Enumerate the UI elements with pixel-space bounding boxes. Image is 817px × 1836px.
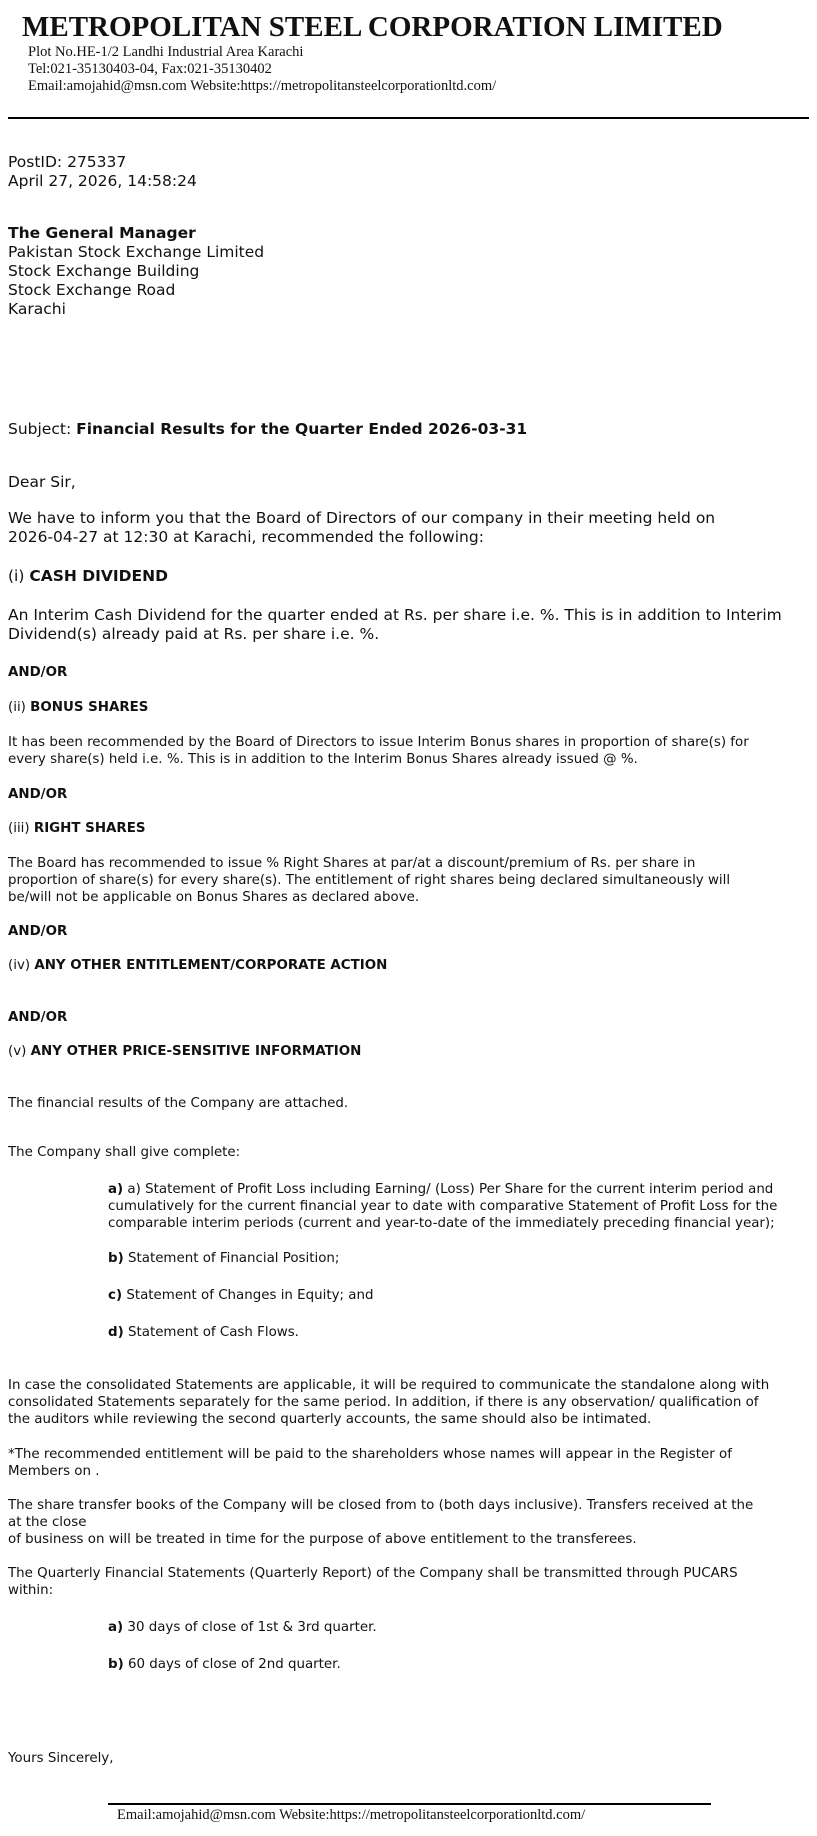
other-entitlement-num: (iv) — [8, 958, 31, 973]
give-complete: The Company shall give complete: — [8, 1145, 241, 1160]
and-or-2: AND/OR — [8, 787, 68, 802]
bonus-shares-num: (ii) — [8, 700, 26, 715]
statement-c-label: c) — [108, 1288, 123, 1303]
cash-dividend-line-2: Dividend(s) already paid at Rs. per share i.e. %. — [8, 625, 380, 643]
cash-dividend-title: CASH DIVIDEND — [29, 567, 168, 585]
letterhead — [22, 10, 802, 95]
company-email-website: Email:amojahid@msn.com Website:https://metropolitansteelcorporationltd.com/ — [28, 78, 497, 94]
statement-a-line-2: cumulatively for the current financial year to date with comparative Statement of Profit Loss for the — [108, 1199, 778, 1214]
consolidated-line-3: the auditors while reviewing the second quarterly accounts, the same should also be intimated. — [8, 1412, 652, 1427]
post-id: PostID: 275337 — [8, 153, 127, 171]
recipient-line-1: Pakistan Stock Exchange Limited — [8, 243, 265, 261]
other-entitlement-heading — [8, 957, 798, 974]
closing: Yours Sincerely, — [8, 1751, 114, 1766]
price-sensitive-num: (v) — [8, 1044, 27, 1059]
right-shares-num: (iii) — [8, 821, 30, 836]
right-shares-line-2: proportion of share(s) for every share(s). The entitlement of right shares being declared simultaneously will — [8, 873, 731, 888]
intro-line-2: 2026-04-27 at 12:30 at Karachi, recommended the following: — [8, 528, 484, 546]
post-datetime: April 27, 2026, 14:58:24 — [8, 172, 197, 190]
bonus-shares-line-2: every share(s) held i.e. %. This is in addition to the Interim Bonus Shares already issued @ %. — [8, 752, 638, 767]
recipient-title: The General Manager — [8, 224, 196, 242]
and-or-4: AND/OR — [8, 1010, 68, 1025]
intro-line-1: We have to inform you that the Board of Directors of our company in their meeting held on — [8, 509, 716, 527]
statement-item-a — [108, 1181, 793, 1232]
pucars-line-2: within: — [8, 1583, 54, 1598]
recipient-line-4: Karachi — [8, 300, 66, 318]
statement-a-line-1: a) Statement of Profit Loss including Earning/ (Loss) Per Share for the current interim period and — [127, 1182, 774, 1197]
transfer-line-2: at the close — [8, 1515, 87, 1530]
cash-dividend-heading — [8, 567, 798, 586]
statement-item-b — [108, 1250, 793, 1267]
bonus-shares-heading — [8, 699, 798, 716]
statement-item-d — [108, 1324, 793, 1341]
statement-d-label: d) — [108, 1325, 124, 1340]
deadline-b-label: b) — [108, 1657, 124, 1672]
cash-dividend-num: (i) — [8, 567, 25, 585]
subject-line — [8, 420, 798, 439]
salutation: Dear Sir, — [8, 473, 76, 491]
company-name: METROPOLITAN STEEL CORPORATION LIMITED — [22, 11, 723, 43]
entitlement-line-2: Members on . — [8, 1464, 100, 1479]
footer-contact: Email:amojahid@msn.com Website:https://metropolitansteelcorporationltd.com/ — [117, 1807, 586, 1823]
and-or-1: AND/OR — [8, 665, 68, 680]
deadline-b-text: 60 days of close of 2nd quarter. — [127, 1657, 341, 1672]
statement-d-text: Statement of Cash Flows. — [127, 1325, 299, 1340]
statement-b-label: b) — [108, 1251, 124, 1266]
deadline-item-a — [108, 1619, 793, 1636]
subject-text: Financial Results for the Quarter Ended 2026-03-31 — [76, 420, 528, 438]
statement-c-text: Statement of Changes in Equity; and — [126, 1288, 374, 1303]
transfer-line-1: The share transfer books of the Company will be closed from to (both days inclusive). Transfers received at the — [8, 1498, 754, 1513]
entitlement-line-1: *The recommended entitlement will be paid to the shareholders whose names will appear in the Register of — [8, 1447, 732, 1462]
consolidated-line-2: consolidated Statements separately for the same period. In addition, if there is any observation/ qualification of — [8, 1395, 759, 1410]
header-divider — [8, 117, 809, 119]
statement-a-line-3: comparable interim periods (current and year-to-date of the immediately preceding financial year); — [108, 1216, 775, 1231]
pucars-line-1: The Quarterly Financial Statements (Quarterly Report) of the Company shall be transmitted through PUCARS — [8, 1566, 738, 1581]
right-shares-line-1: The Board has recommended to issue % Right Shares at par/at a discount/premium of Rs. per share in — [8, 856, 696, 871]
statement-item-c — [108, 1287, 793, 1304]
consolidated-line-1: In case the consolidated Statements are applicable, it will be required to communicate the standalone along with — [8, 1378, 770, 1393]
recipient-line-3: Stock Exchange Road — [8, 281, 176, 299]
price-sensitive-heading — [8, 1043, 798, 1060]
recipient-line-2: Stock Exchange Building — [8, 262, 200, 280]
price-sensitive-title: ANY OTHER PRICE-SENSITIVE INFORMATION — [30, 1044, 362, 1059]
company-phone-fax: Tel:021-35130403-04, Fax:021-35130402 — [28, 61, 272, 77]
right-shares-heading — [8, 820, 798, 837]
bonus-shares-line-1: It has been recommended by the Board of Directors to issue Interim Bonus shares in proportion of share(s) for — [8, 735, 749, 750]
deadline-item-b — [108, 1656, 793, 1673]
footer-divider — [108, 1803, 711, 1805]
other-entitlement-title: ANY OTHER ENTITLEMENT/CORPORATE ACTION — [34, 958, 388, 973]
deadline-a-label: a) — [108, 1620, 124, 1635]
cash-dividend-line-1: An Interim Cash Dividend for the quarter ended at Rs. per share i.e. %. This is in addition to Interim — [8, 606, 782, 624]
subject-label: Subject: — [8, 420, 72, 438]
statement-a-label: a) — [108, 1182, 124, 1197]
deadline-a-text: 30 days of close of 1st & 3rd quarter. — [127, 1620, 377, 1635]
statement-b-text: Statement of Financial Position; — [127, 1251, 340, 1266]
company-address: Plot No.HE-1/2 Landhi Industrial Area Karachi — [28, 44, 304, 60]
right-shares-line-3: be/will not be applicable on Bonus Shares as declared above. — [8, 890, 420, 905]
and-or-3: AND/OR — [8, 924, 68, 939]
bonus-shares-title: BONUS SHARES — [30, 700, 149, 715]
transfer-line-3: of business on will be treated in time for the purpose of above entitlement to the transferees. — [8, 1532, 637, 1547]
right-shares-title: RIGHT SHARES — [33, 821, 146, 836]
results-attached: The financial results of the Company are attached. — [8, 1096, 349, 1111]
